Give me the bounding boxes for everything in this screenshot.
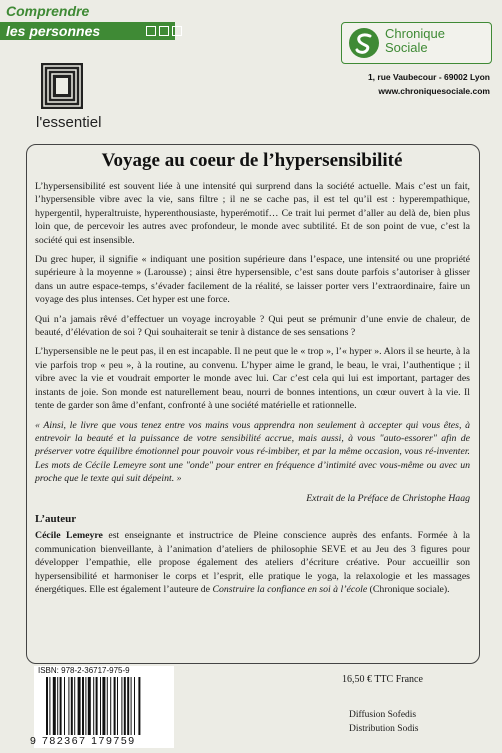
- essentiel-logo-icon: [41, 63, 83, 109]
- barcode-icon: [44, 677, 164, 735]
- paragraph: L’hypersensibilité est souvent liée à une intensité qui surprend dans la société actuelle. Mais c’est un fait, l’hypersensible vibre avec la vie, sans filtre ; il ne se cache pas, il est tel qu’il est : hyperempathique, hypergentil, hyperaltruiste, hyperenthousiaste, hyperémotif… Ce trait lui permet d’aller au delà de, bien plus loin que, de percevoir les autres avec profondeur, le monde avec subtilité. Et de son point de vue, c’est la société qui est insensible.: [35, 181, 470, 246]
- publisher-website: www.chroniquesociale.com: [378, 86, 490, 96]
- distribution-label: Distribution Sodis: [349, 724, 419, 734]
- publisher-address-block: [336, 70, 490, 98]
- author-bio-text: est enseignante et instructrice de Pleine conscience auprès des enfants. Formée à la communication bienveillante, à l’animation d’ateliers de philosophie SEVE et au Jeu des 3 figures pour développer l’empathie, elle propose également des ateliers d’écriture créative. Pour accueillir son hypersensibilité et harmoniser le corps et l’esprit, elle pratique le yoga, la relaxologie et les massages énergétiques. Elle est également l’auteure de: [35, 530, 470, 595]
- diffusion-label: Diffusion Sofedis: [349, 710, 417, 720]
- author-bio: [35, 529, 470, 596]
- author-book-suffix: (Chronique sociale).: [367, 583, 450, 595]
- series-title-line1: Comprendre: [6, 3, 90, 19]
- collection-label: l'essentiel: [36, 114, 102, 131]
- barcode-number: 9 782367 179759: [30, 735, 136, 747]
- back-cover-text: [35, 180, 470, 602]
- preface-quote: « Ainsi, le livre que vous tenez entre vos mains vous apprendra non seulement à accepter qui vous êtes, à entrevoir la beauté et la puissance de votre sensibilité accrue, mais aussi, à vous "auto-essorer" afin de préserver votre équilibre émotionnel pour pouvoir vous ré-imbiber, et par la même occasion, vous ré-inventer. Les mots de Cécile Lemeyre sont une "onde" pour entrer en fréquence d’intimité avec vous-même ou avec un proche que le texte qui suit dépeint. »: [35, 419, 470, 485]
- book-title: Voyage au coeur de l’hypersensibilité: [101, 150, 403, 171]
- series-title-line2: les personnes: [6, 23, 101, 39]
- publisher-name-line1: Chronique: [385, 26, 445, 41]
- author-book-title: Construire la confiance en soi à l’école: [212, 583, 368, 595]
- author-name: Cécile Lemeyre: [35, 530, 103, 542]
- paragraph: Qui n’a jamais rêvé d’effectuer un voyage incroyable ? Qui peut se prémunir d’une envie de chaleur, de beauté, d’élévation de soi ? Qui souhaiterait se tenir à distance de ses sensations ?: [35, 313, 470, 339]
- paragraph: Du grec huper, il signifie « indiquant une position supérieure dans l’espace, une intensité ou une propriété supérieure à la moyenne » (Larousse) ; ainsi être hypersensible, c’est sans doute parfois s’autoriser à glisser dans un autre espace-temps, s’évader facilement de la réalité, se laisser porter vers l’extraordinaire, faire un voyage des plus intenses. Cet hyper est une force.: [35, 254, 470, 306]
- publisher-name: [385, 27, 445, 55]
- author-heading: L’auteur: [35, 512, 77, 525]
- series-squares-icon: [146, 26, 182, 36]
- publisher-name-line2: Sociale: [385, 40, 428, 55]
- chronique-sociale-logo-icon: [348, 27, 380, 59]
- paragraph: L’hypersensible ne le peut pas, il en est incapable. Il ne peut que le « trop », l’« hyper ». Alors il se heurte, à la vie parfois trop « peu », à la routine, au convenu. L’hyper aime le grand, le beau, le vrai, l’authentique ; il vibre avec la vie et voudrait emporter le monde avec lui. Car c’est cela qui lui est important, partager des instants de joie. Son monde est naturellement beau, nourri de bonnes intentions, un cœur ouvert à la vie. Il tente de garder son âme d’enfant, confronté à une société matérielle et rationnelle.: [35, 346, 470, 412]
- price: 16,50 € TTC France: [342, 674, 423, 685]
- quote-source: Extrait de la Préface de Christophe Haag: [306, 492, 470, 504]
- isbn-label: ISBN: 978-2-36717-975-9: [38, 666, 130, 675]
- publisher-address: 1, rue Vaubecour - 69002 Lyon: [367, 72, 490, 82]
